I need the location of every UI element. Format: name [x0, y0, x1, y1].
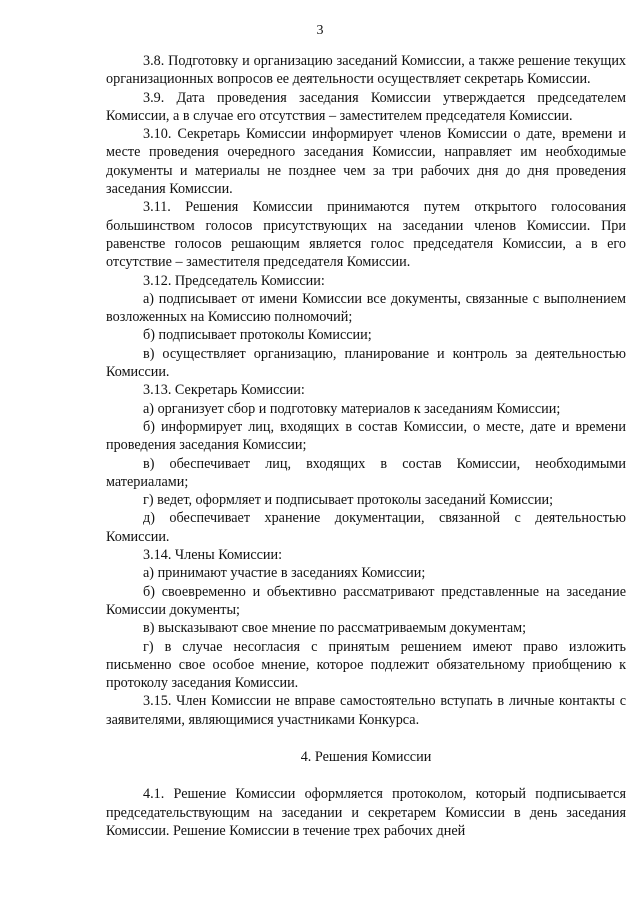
paragraph-3-14: 3.14. Члены Комиссии: [143, 547, 283, 564]
list-item-3-12-v: в) осуществляет организацию, планирование и контроль за деятельностью Комиссии. [106, 345, 626, 381]
list-item-3-12-a: а) подписывает от имени Комиссии все документы, связанные с выполнением возложенных на Комиссию полномочий; [106, 290, 626, 326]
paragraph-3-9: 3.9. Дата проведения заседания Комиссии утверждается председателем Комиссии, а в случае его отсутствия – заместителем председателя Комиссии. [106, 89, 626, 124]
list-item-3-13-a: а) организует сбор и подготовку материалов к заседаниям Комиссии; [143, 400, 561, 417]
section-heading: 4. Решения Комиссии [300, 748, 432, 765]
paragraph-3-13: 3.13. Секретарь Комиссии: [143, 382, 305, 399]
list-item-3-12-b: б) подписывает протоколы Комиссии; [143, 327, 372, 344]
paragraph-3-11: 3.11. Решения Комиссии принимаются путем открытого голосования большинством голосов присутствующих на заседании членов Комиссии. При равенстве голосов решающим является голос председателя Комиссии, а в его отсутствие – заместителя председателя Комиссии. [106, 199, 626, 271]
list-item-3-13-v: в) обеспечивает лиц, входящих в состав Комиссии, необходимыми материалами; [106, 455, 626, 490]
list-item-3-14-b: б) своевременно и объективно рассматривают представленные на заседание Комиссии документы; [106, 583, 626, 618]
paragraph-3-15: 3.15. Член Комиссии не вправе самостоятельно вступать в личные контакты с заявителями, являющимися участниками Конкурса. [106, 693, 626, 728]
paragraph-4-1: 4.1. Решение Комиссии оформляется протоколом, который подписывается председательствующим на заседании и секретарем Комиссии в день заседания Комиссии. Решение Комиссии в течение трех рабочих дней [106, 786, 626, 839]
page-number: 3 [316, 23, 324, 38]
paragraph-3-8: 3.8. Подготовку и организацию заседаний Комиссии, а также решение текущих организационных вопросов ее деятельности осуществляет секретарь Комиссии. [106, 53, 626, 88]
list-item-3-14-v: в) высказывают свое мнение по рассматриваемым документам; [143, 620, 527, 637]
list-item-3-13-b: б) информирует лиц, входящих в состав Комиссии, о месте, дате и времени проведения заседания Комиссии; [106, 418, 626, 454]
list-item-3-14-g: г) в случае несогласия с принятым решением имеют право изложить письменно свое особое мнение, которое подлежит обязательному приобщению к протоколу заседания Комиссии. [106, 638, 626, 692]
paragraph-3-10: 3.10. Секретарь Комиссии информирует членов Комиссии о дате, времени и месте проведения очередного заседания Комиссии, направляет им необходимые документы и материалы не позднее чем за три рабочих дня до дня проведения заседания Комиссии. [106, 126, 626, 198]
list-item-3-14-a: а) принимают участие в заседаниях Комиссии; [143, 565, 426, 582]
paragraph-3-12: 3.12. Председатель Комиссии: [143, 272, 325, 289]
list-item-3-13-g: г) ведет, оформляет и подписывает протоколы заседаний Комиссии; [143, 492, 554, 509]
document-body [106, 52, 626, 840]
list-item-3-13-d: д) обеспечивает хранение документации, связанной с деятельностью Комиссии. [106, 510, 626, 545]
